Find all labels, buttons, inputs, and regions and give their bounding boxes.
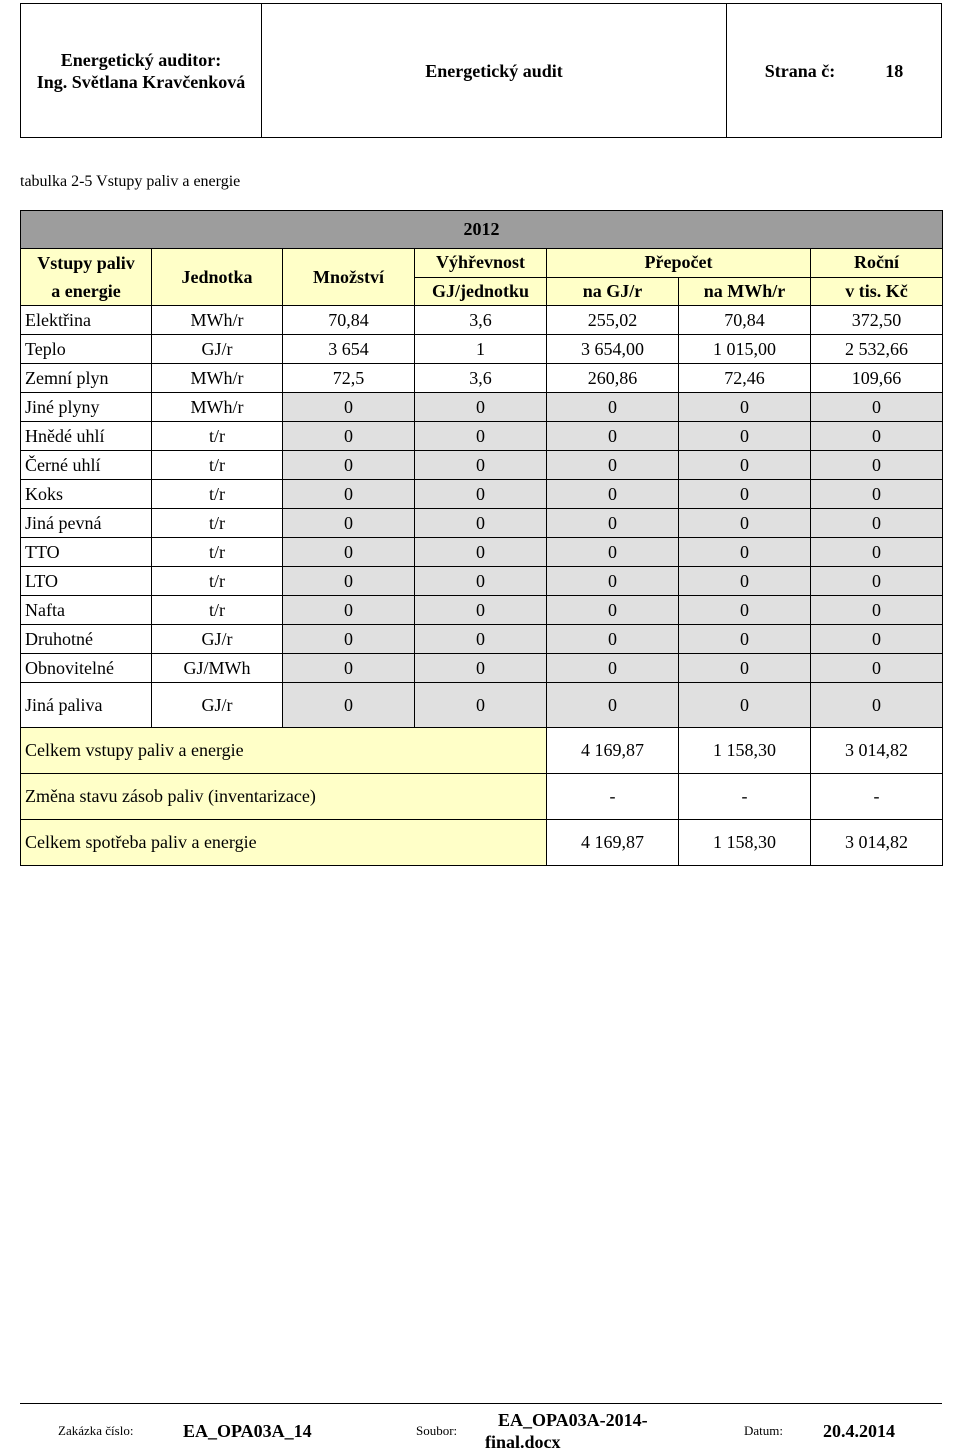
year-cell: 2012 — [21, 211, 943, 249]
cell-qty: 0 — [283, 625, 415, 654]
cell-qty: 70,84 — [283, 306, 415, 335]
cell-heat: 1 — [415, 335, 547, 364]
file-label: Soubor: — [416, 1423, 458, 1438]
cell-mwh: 0 — [679, 683, 811, 728]
cell-heat: 0 — [415, 596, 547, 625]
cell-name: LTO — [21, 567, 152, 596]
cell-gj: 0 — [547, 480, 679, 509]
col-header-gj: na GJ/r — [547, 277, 679, 306]
cell-heat: 0 — [415, 625, 547, 654]
cell-name: Druhotné — [21, 625, 152, 654]
cell-mwh: 0 — [679, 625, 811, 654]
total-label: Celkem spotřeba paliv a energie — [21, 820, 547, 866]
table-row — [21, 654, 943, 683]
cell-heat: 3,6 — [415, 306, 547, 335]
cell-cost: 0 — [811, 683, 943, 728]
auditor-name: Ing. Světlana Kravčenková — [36, 71, 246, 92]
cell-unit: MWh/r — [152, 393, 283, 422]
cell-gj: 260,86 — [547, 364, 679, 393]
cell-mwh: 1 015,00 — [679, 335, 811, 364]
cell-mwh: 72,46 — [679, 364, 811, 393]
cell-heat: 0 — [415, 509, 547, 538]
cell-name: Černé uhlí — [21, 451, 152, 480]
cell-name: Jiná pevná — [21, 509, 152, 538]
cell-qty: 0 — [283, 509, 415, 538]
cell-name: Hnědé uhlí — [21, 422, 152, 451]
total-label: Celkem vstupy paliv a energie — [21, 728, 547, 774]
cell-mwh: 0 — [679, 422, 811, 451]
cell-gj: 3 654,00 — [547, 335, 679, 364]
total-gj: - — [547, 774, 679, 820]
col-header-unit: Jednotka — [152, 249, 283, 306]
cell-heat: 0 — [415, 422, 547, 451]
total-cost: 3 014,82 — [811, 728, 943, 774]
cell-gj: 0 — [547, 422, 679, 451]
cell-name: Jiné plyny — [21, 393, 152, 422]
page-footer — [0, 1410, 960, 1452]
auditor-label: Energetický auditor: — [60, 49, 222, 70]
cell-mwh: 0 — [679, 596, 811, 625]
cell-gj: 0 — [547, 538, 679, 567]
cell-mwh: 0 — [679, 654, 811, 683]
table-row — [21, 625, 943, 654]
table-row — [21, 538, 943, 567]
table-row — [21, 393, 943, 422]
cell-heat: 0 — [415, 567, 547, 596]
cell-unit: MWh/r — [152, 364, 283, 393]
cell-gj: 0 — [547, 625, 679, 654]
col-header-quantity: Množství — [283, 249, 415, 306]
table-row — [21, 683, 943, 728]
cell-name: Elektřina — [21, 306, 152, 335]
cell-unit: MWh/r — [152, 306, 283, 335]
cell-mwh: 0 — [679, 538, 811, 567]
cell-cost: 0 — [811, 596, 943, 625]
total-gj: 4 169,87 — [547, 728, 679, 774]
col-header-heat-line1: Výhřevnost — [415, 249, 547, 278]
page-header — [20, 3, 942, 138]
cell-name: Nafta — [21, 596, 152, 625]
cell-name: Obnovitelné — [21, 654, 152, 683]
col-header-cost-line2: v tis. Kč — [811, 277, 943, 306]
cell-mwh: 0 — [679, 480, 811, 509]
col-header-cost-line1: Roční — [811, 249, 943, 278]
total-gj: 4 169,87 — [547, 820, 679, 866]
cell-cost: 0 — [811, 538, 943, 567]
cell-cost: 0 — [811, 422, 943, 451]
cell-qty: 0 — [283, 538, 415, 567]
cell-heat: 0 — [415, 480, 547, 509]
page-number-block — [727, 4, 941, 137]
table-row — [21, 306, 943, 335]
cell-unit: GJ/r — [152, 625, 283, 654]
cell-heat: 3,6 — [415, 364, 547, 393]
cell-cost: 0 — [811, 451, 943, 480]
cell-name: Teplo — [21, 335, 152, 364]
cell-qty: 0 — [283, 654, 415, 683]
auditor-block — [21, 4, 262, 137]
header-row-1 — [21, 249, 943, 278]
cell-unit: GJ/r — [152, 335, 283, 364]
cell-unit: t/r — [152, 596, 283, 625]
file-value-line2: final.docx — [485, 1432, 561, 1452]
cell-gj: 0 — [547, 393, 679, 422]
order-label: Zakázka číslo: — [58, 1423, 134, 1438]
page-number: 18 — [885, 60, 904, 81]
cell-gj: 255,02 — [547, 306, 679, 335]
cell-unit: t/r — [152, 422, 283, 451]
cell-gj: 0 — [547, 596, 679, 625]
cell-heat: 0 — [415, 538, 547, 567]
cell-mwh: 0 — [679, 509, 811, 538]
col-header-heat-line2: GJ/jednotku — [415, 277, 547, 306]
cell-qty: 3 654 — [283, 335, 415, 364]
cell-unit: GJ/MWh — [152, 654, 283, 683]
table-row — [21, 451, 943, 480]
cell-heat: 0 — [415, 683, 547, 728]
table-row — [21, 422, 943, 451]
cell-mwh: 0 — [679, 451, 811, 480]
cell-unit: t/r — [152, 567, 283, 596]
cell-heat: 0 — [415, 451, 547, 480]
cell-unit: t/r — [152, 509, 283, 538]
total-row — [21, 728, 943, 774]
inputs-table — [20, 210, 943, 866]
cell-unit: t/r — [152, 538, 283, 567]
cell-name: Jiná paliva — [21, 683, 152, 728]
cell-qty: 72,5 — [283, 364, 415, 393]
col-header-inputs — [21, 249, 152, 306]
table-row — [21, 364, 943, 393]
cell-unit: GJ/r — [152, 683, 283, 728]
table-caption: tabulka 2-5 Vstupy paliv a energie — [20, 173, 241, 190]
table-row — [21, 596, 943, 625]
total-cost: 3 014,82 — [811, 820, 943, 866]
total-row — [21, 774, 943, 820]
cell-qty: 0 — [283, 683, 415, 728]
total-cost: - — [811, 774, 943, 820]
cell-heat: 0 — [415, 393, 547, 422]
cell-cost: 2 532,66 — [811, 335, 943, 364]
cell-qty: 0 — [283, 393, 415, 422]
table-row — [21, 480, 943, 509]
cell-gj: 0 — [547, 509, 679, 538]
date-label: Datum: — [744, 1423, 783, 1438]
table-row — [21, 335, 943, 364]
cell-unit: t/r — [152, 480, 283, 509]
cell-cost: 0 — [811, 480, 943, 509]
order-value: EA_OPA03A_14 — [183, 1421, 312, 1441]
col-header-conversion: Přepočet — [547, 249, 811, 278]
page-label: Strana č: — [764, 60, 836, 81]
total-mwh: 1 158,30 — [679, 728, 811, 774]
cell-cost: 372,50 — [811, 306, 943, 335]
cell-cost: 0 — [811, 654, 943, 683]
cell-cost: 0 — [811, 625, 943, 654]
date-value: 20.4.2014 — [823, 1421, 895, 1441]
cell-qty: 0 — [283, 596, 415, 625]
footer-divider — [20, 1403, 942, 1404]
cell-name: Koks — [21, 480, 152, 509]
cell-gj: 0 — [547, 451, 679, 480]
cell-cost: 0 — [811, 509, 943, 538]
cell-unit: t/r — [152, 451, 283, 480]
cell-name: TTO — [21, 538, 152, 567]
table-row — [21, 509, 943, 538]
cell-mwh: 0 — [679, 393, 811, 422]
cell-cost: 0 — [811, 567, 943, 596]
col-header-inputs-line2: a energie — [51, 281, 121, 301]
cell-gj: 0 — [547, 567, 679, 596]
cell-mwh: 0 — [679, 567, 811, 596]
table-row — [21, 567, 943, 596]
total-mwh: - — [679, 774, 811, 820]
year-row — [21, 211, 943, 249]
cell-heat: 0 — [415, 654, 547, 683]
cell-qty: 0 — [283, 422, 415, 451]
file-value-line1: EA_OPA03A-2014- — [498, 1410, 648, 1430]
cell-cost: 109,66 — [811, 364, 943, 393]
cell-cost: 0 — [811, 393, 943, 422]
col-header-mwh: na MWh/r — [679, 277, 811, 306]
cell-name: Zemní plyn — [21, 364, 152, 393]
cell-gj: 0 — [547, 654, 679, 683]
cell-gj: 0 — [547, 683, 679, 728]
total-label: Změna stavu zásob paliv (inventarizace) — [21, 774, 547, 820]
cell-qty: 0 — [283, 451, 415, 480]
col-header-inputs-line1: Vstupy paliv — [37, 253, 135, 273]
document-title: Energetický audit — [262, 4, 727, 137]
cell-qty: 0 — [283, 480, 415, 509]
cell-qty: 0 — [283, 567, 415, 596]
cell-mwh: 70,84 — [679, 306, 811, 335]
total-row — [21, 820, 943, 866]
total-mwh: 1 158,30 — [679, 820, 811, 866]
